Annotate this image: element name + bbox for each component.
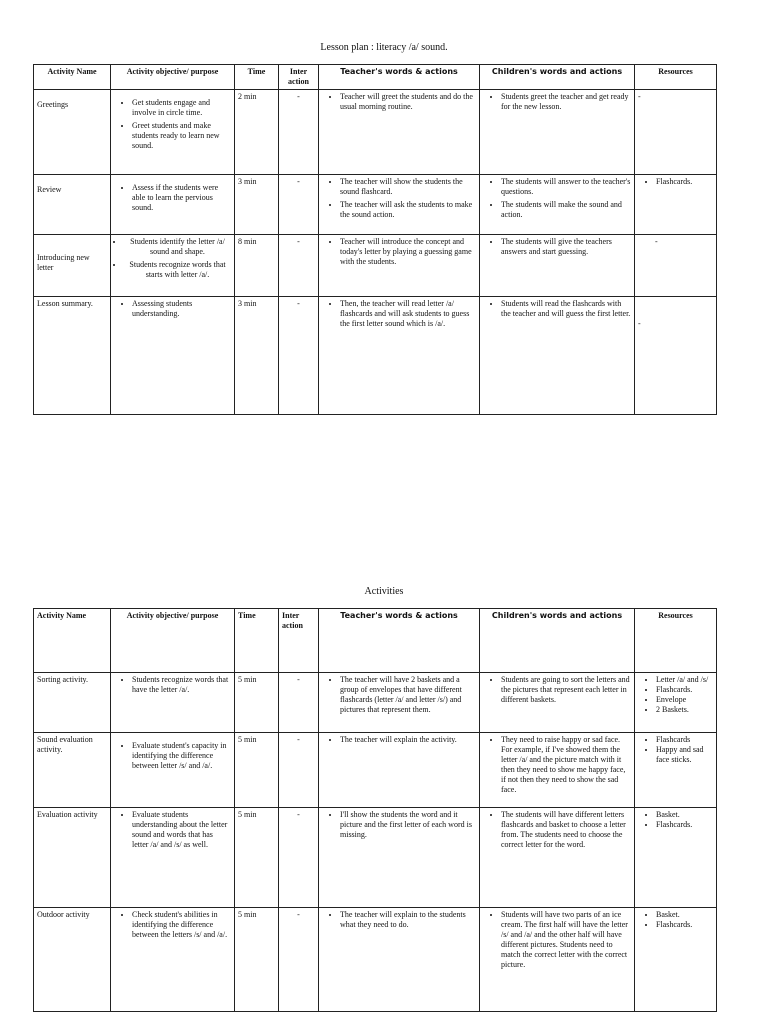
header-teacher: Teacher's words & actions (319, 65, 480, 90)
list-item: • The teacher will explain the activity. (340, 735, 476, 745)
objective-cell (111, 235, 235, 297)
list-item: • The students will answer to the teacher's questions. (501, 177, 631, 197)
children-cell (480, 908, 635, 1012)
activity-name: Sound evaluation activity. (34, 733, 111, 808)
list-item: • Students are going to sort the letters and the pictures that represent each letter in different baskets. (501, 675, 631, 705)
activity-name: Outdoor activity (34, 908, 111, 1012)
children-cell (480, 808, 635, 908)
interaction-cell: - (279, 808, 319, 908)
activity-name: Introducing new letter (34, 235, 111, 297)
list-item: • The teacher will have 2 baskets and a group of envelopes that have different flashcards (letter /a/ and letter /s/) and pictures that represent them. (340, 675, 476, 715)
list-item: • The students will have different letters flashcards and basket to choose a letter from. The students need to choose the correct letter for the word. (501, 810, 631, 850)
list-item: • Check student's abilities in identifying the difference between the letters /s/ and /a/. (132, 910, 231, 940)
list-item: • Students will have two parts of an ice cream. The first half will have the letter /s/ and /a/ and the other half will have different pictures. Students need to match the correct letter with the correct picture. (501, 910, 631, 970)
table-row (34, 235, 717, 297)
lesson-plan-table (33, 64, 717, 415)
resources-cell (635, 908, 717, 1012)
activity-name: Lesson summary. (34, 297, 111, 415)
time-cell: 3 min (235, 175, 279, 235)
objective-cell (111, 673, 235, 733)
list-item: • The students will give the teachers answers and start guessing. (501, 237, 631, 257)
activity-name: Evaluation activity (34, 808, 111, 908)
header-children: Children's words and actions (480, 65, 635, 90)
resources-cell (635, 733, 717, 808)
objective-cell (111, 297, 235, 415)
resources-cell: - (635, 235, 717, 297)
interaction-cell: - (279, 673, 319, 733)
children-cell (480, 90, 635, 175)
list-item: • Flashcards (656, 735, 713, 745)
table-row (34, 733, 717, 808)
activities-table (33, 608, 717, 1012)
children-cell (480, 175, 635, 235)
list-item: • Flashcards. (656, 920, 713, 930)
children-cell (480, 297, 635, 415)
children-cell (480, 235, 635, 297)
header-activity-name: Activity Name (34, 65, 111, 90)
activity-name: Sorting activity. (34, 673, 111, 733)
list-item: • Evaluate students understanding about the letter sound and words that has letter /a/ and /s/ as well. (132, 810, 231, 850)
activity-name: Review (34, 175, 111, 235)
list-item: • Students recognize words that starts with letter /a/. (124, 260, 231, 280)
activity-name: Greetings (34, 90, 111, 175)
time-cell: 5 min (235, 673, 279, 733)
list-item: • Then, the teacher will read letter /a/ flashcards and will ask students to guess the first letter sound which is /a/. (340, 299, 476, 329)
list-item: • The teacher will ask the students to make the sound action. (340, 200, 476, 220)
teacher-cell (319, 175, 480, 235)
header-interaction: Inter action (279, 609, 319, 673)
list-item: • Letter /a/ and /s/ (656, 675, 713, 685)
resources-cell (635, 808, 717, 908)
list-item: • Envelope (656, 695, 713, 705)
list-item: • They need to raise happy or sad face. For example, if I've showed them the letter /a/ and the picture match with it then they need to show me happy face, if not then they need to show the sad face. (501, 735, 631, 795)
teacher-cell (319, 733, 480, 808)
table-row (34, 90, 717, 175)
table-row (34, 175, 717, 235)
list-item: • I'll show the students the word and it picture and the first letter of each word is missing. (340, 810, 476, 840)
list-item: • Basket. (656, 910, 713, 920)
list-item: • Students recognize words that have the letter /a/. (132, 675, 231, 695)
time-cell: 2 min (235, 90, 279, 175)
header-resources: Resources (635, 609, 717, 673)
teacher-cell (319, 673, 480, 733)
header-time: Time (235, 65, 279, 90)
activities-title: Activities (364, 586, 404, 597)
list-item: • Teacher will introduce the concept and today's letter by playing a guessing game with the students. (340, 237, 476, 267)
header-teacher: Teacher's words & actions (319, 609, 480, 673)
list-item: • Assessing students understanding. (132, 299, 231, 319)
teacher-cell (319, 808, 480, 908)
list-item: • Evaluate student's capacity in identifying the difference between letter /s/ and /a/. (132, 741, 231, 771)
children-cell (480, 733, 635, 808)
time-cell: 3 min (235, 297, 279, 415)
interaction-cell: - (279, 297, 319, 415)
objective-cell (111, 175, 235, 235)
teacher-cell (319, 297, 480, 415)
list-item: • The teacher will show the students the sound flashcard. (340, 177, 476, 197)
objective-cell (111, 908, 235, 1012)
header-interaction: Inter action (279, 65, 319, 90)
header-activity-name: Activity Name (34, 609, 111, 673)
header-children: Children's words and actions (480, 609, 635, 673)
interaction-cell: - (279, 908, 319, 1012)
objective-cell (111, 808, 235, 908)
list-item: • 2 Baskets. (656, 705, 713, 715)
teacher-cell (319, 90, 480, 175)
header-objective: Activity objective/ purpose (111, 609, 235, 673)
lesson-plan-title: Lesson plan : literacy /a/ sound. (320, 42, 448, 53)
teacher-cell (319, 908, 480, 1012)
children-cell (480, 673, 635, 733)
list-item: • Flashcards. (656, 177, 713, 187)
interaction-cell: - (279, 90, 319, 175)
list-item: • Flashcards. (656, 820, 713, 830)
resources-cell (635, 175, 717, 235)
table-header-row (34, 65, 717, 90)
resources-cell: - (635, 297, 717, 415)
header-objective: Activity objective/ purpose (111, 65, 235, 90)
header-resources: Resources (635, 65, 717, 90)
list-item: • Assess if the students were able to learn the pervious sound. (132, 183, 231, 213)
interaction-cell: - (279, 733, 319, 808)
time-cell: 5 min (235, 733, 279, 808)
interaction-cell: - (279, 175, 319, 235)
list-item: • Flashcards. (656, 685, 713, 695)
list-item: • Students will read the flashcards with the teacher and will guess the first letter. (501, 299, 631, 319)
resources-cell (635, 673, 717, 733)
time-cell: 5 min (235, 808, 279, 908)
table-row (34, 297, 717, 415)
list-item: • Get students engage and involve in circle time. (132, 98, 231, 118)
header-time: Time (235, 609, 279, 673)
objective-cell (111, 733, 235, 808)
time-cell: 8 min (235, 235, 279, 297)
table-header-row (34, 609, 717, 673)
time-cell: 5 min (235, 908, 279, 1012)
list-item: • Basket. (656, 810, 713, 820)
table-row (34, 808, 717, 908)
list-item: • Happy and sad face sticks. (656, 745, 713, 765)
table-row (34, 908, 717, 1012)
list-item: • Teacher will greet the students and do the usual morning routine. (340, 92, 476, 112)
resources-cell: - (635, 90, 717, 175)
list-item: • Students greet the teacher and get ready for the new lesson. (501, 92, 631, 112)
objective-cell (111, 90, 235, 175)
list-item: • The students will make the sound and action. (501, 200, 631, 220)
list-item: • Students identify the letter /a/ sound and shape. (124, 237, 231, 257)
teacher-cell (319, 235, 480, 297)
list-item: • The teacher will explain to the students what they need to do. (340, 910, 476, 930)
list-item: • Greet students and make students ready to learn new sound. (132, 121, 231, 151)
interaction-cell: - (279, 235, 319, 297)
table-row (34, 673, 717, 733)
